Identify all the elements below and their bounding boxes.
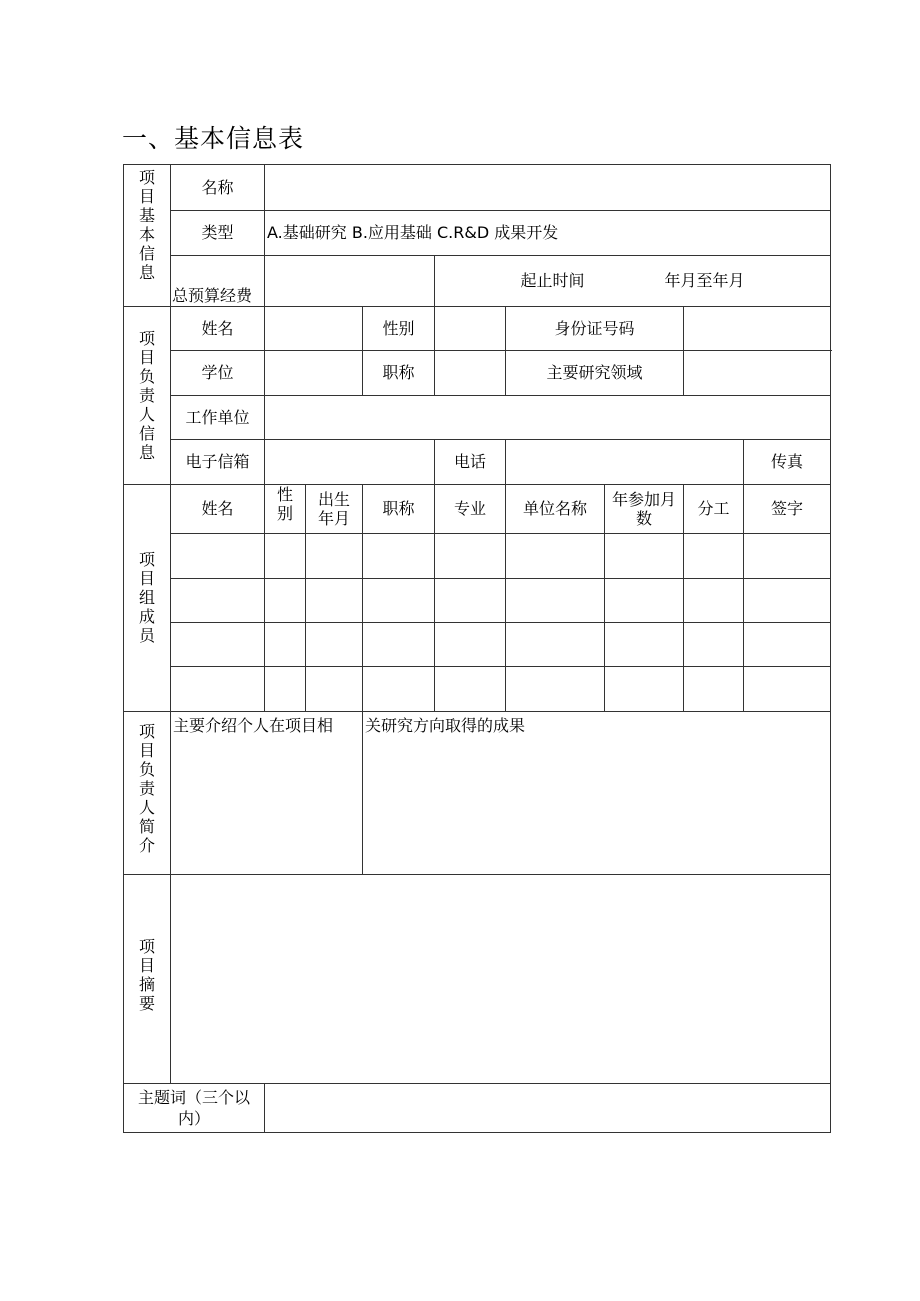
- leader-gender-field[interactable]: [435, 307, 506, 351]
- leader-field-field[interactable]: [684, 351, 831, 396]
- table-cell[interactable]: [363, 667, 435, 712]
- members-col-major: 专业: [435, 485, 506, 534]
- table-cell[interactable]: [684, 667, 744, 712]
- leader-title-field[interactable]: [435, 351, 506, 396]
- leader-unit-label: 工作单位: [171, 396, 265, 440]
- keywords-field[interactable]: [265, 1084, 831, 1133]
- table-cell[interactable]: [506, 534, 605, 579]
- members-col-months: 年参加月数: [605, 485, 684, 534]
- project-type-options[interactable]: A.基础研究 B.应用基础 C.R&D 成果开发: [265, 211, 831, 256]
- table-cell[interactable]: [744, 534, 831, 579]
- table-cell[interactable]: [506, 667, 605, 712]
- table-cell[interactable]: [363, 579, 435, 623]
- leader-email-label: 电子信箱: [171, 440, 265, 485]
- table-cell[interactable]: [744, 667, 831, 712]
- table-row: [124, 623, 831, 667]
- profile-hint-left[interactable]: 主要介绍个人在项目相: [171, 712, 363, 875]
- members-col-gender: 性别: [265, 485, 306, 534]
- leader-fax-label: 传真: [744, 440, 831, 485]
- project-name-field[interactable]: [265, 165, 831, 211]
- table-cell[interactable]: [171, 623, 265, 667]
- members-col-name: 姓名: [171, 485, 265, 534]
- table-cell[interactable]: [363, 534, 435, 579]
- period-field[interactable]: [435, 256, 831, 307]
- leader-name-field[interactable]: [265, 307, 363, 351]
- table-cell[interactable]: [435, 623, 506, 667]
- table-cell[interactable]: [306, 667, 363, 712]
- table-cell[interactable]: [265, 579, 306, 623]
- table-cell[interactable]: [684, 623, 744, 667]
- page-title: 一、基本信息表: [122, 124, 305, 153]
- profile-hint-right[interactable]: 关研究方向取得的成果: [363, 712, 831, 875]
- table-cell[interactable]: [171, 534, 265, 579]
- table-cell[interactable]: [506, 579, 605, 623]
- project-type-label: 类型: [171, 211, 265, 256]
- table-cell[interactable]: [684, 579, 744, 623]
- table-cell[interactable]: [605, 623, 684, 667]
- leader-unit-field[interactable]: [265, 396, 831, 440]
- section-label-leader-profile: 项目负责人简介: [124, 712, 171, 875]
- table-cell[interactable]: [506, 623, 605, 667]
- section-label-project-basic: 项目基本信息: [124, 165, 171, 307]
- table-cell[interactable]: [171, 579, 265, 623]
- period-label: 起止时间: [520, 271, 585, 290]
- leader-id-label: 身份证号码: [506, 307, 684, 351]
- period-value: 年月至年月: [664, 271, 745, 290]
- table-cell[interactable]: [435, 667, 506, 712]
- section-label-members: 项目组成员: [124, 485, 171, 712]
- table-cell[interactable]: [744, 623, 831, 667]
- table-cell[interactable]: [605, 534, 684, 579]
- table-cell[interactable]: [435, 579, 506, 623]
- members-col-title: 职称: [363, 485, 435, 534]
- budget-field[interactable]: [265, 256, 435, 307]
- table-cell[interactable]: [306, 579, 363, 623]
- leader-gender-label: 性别: [363, 307, 435, 351]
- table-cell[interactable]: [363, 623, 435, 667]
- abstract-field[interactable]: [171, 875, 831, 1084]
- budget-label: 总预算经费: [171, 256, 265, 307]
- members-col-birth: 出生年月: [306, 485, 363, 534]
- table-row: [124, 579, 831, 623]
- table-row: [124, 534, 831, 579]
- leader-degree-label: 学位: [171, 351, 265, 396]
- table-cell[interactable]: [684, 534, 744, 579]
- leader-degree-field[interactable]: [265, 351, 363, 396]
- project-name-label: 名称: [171, 165, 265, 211]
- table-cell[interactable]: [265, 667, 306, 712]
- leader-field-label: 主要研究领域: [506, 351, 684, 396]
- members-col-sign: 签字: [744, 485, 831, 534]
- table-cell[interactable]: [744, 579, 831, 623]
- table-cell[interactable]: [605, 579, 684, 623]
- leader-phone-label: 电话: [435, 440, 506, 485]
- members-col-role: 分工: [684, 485, 744, 534]
- table-cell[interactable]: [265, 623, 306, 667]
- leader-email-field[interactable]: [265, 440, 435, 485]
- section-label-abstract: 项目摘要: [124, 875, 171, 1084]
- table-cell[interactable]: [171, 667, 265, 712]
- leader-name-label: 姓名: [171, 307, 265, 351]
- table-cell[interactable]: [605, 667, 684, 712]
- basic-info-form: [123, 164, 831, 1133]
- section-label-leader-info: 项目负责人信息: [124, 307, 171, 485]
- keywords-label: 主题词（三个以内）: [124, 1084, 265, 1133]
- table-cell[interactable]: [435, 534, 506, 579]
- table-row: [124, 667, 831, 712]
- table-cell[interactable]: [306, 623, 363, 667]
- leader-phone-field[interactable]: [506, 440, 744, 485]
- leader-title-label: 职称: [363, 351, 435, 396]
- members-col-unit: 单位名称: [506, 485, 605, 534]
- leader-id-field[interactable]: [684, 307, 831, 351]
- table-cell[interactable]: [306, 534, 363, 579]
- table-cell[interactable]: [265, 534, 306, 579]
